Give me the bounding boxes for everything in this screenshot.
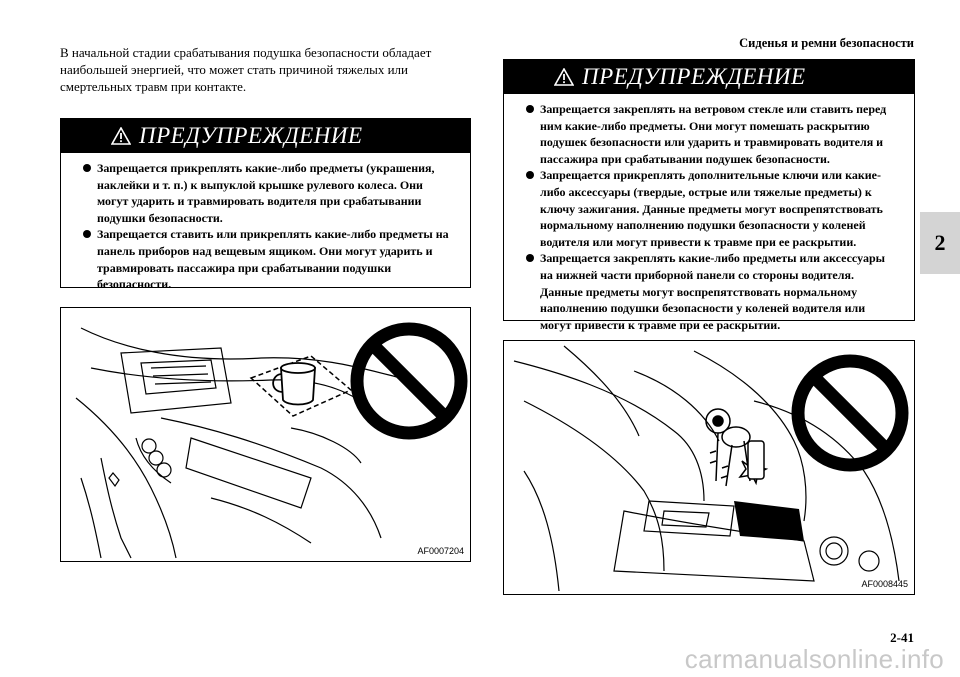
warning-triangle-icon: [554, 68, 574, 86]
bullet-icon: [526, 254, 534, 262]
figure-ignition-keys: [503, 340, 915, 595]
warning-box-right: [503, 59, 915, 332]
warning-item: Запрещается закреплять на ветровом стекле или ставить перед ним какие-либо предметы. Они могут помешать раскрытию подушек безопасности или ударить и травмировать водителя и пассажира при срабатывании подушек безопасности.: [526, 101, 898, 167]
bullet-icon: [526, 105, 534, 113]
bullet-icon: [526, 171, 534, 179]
keys-icon: [706, 409, 766, 486]
warning-list: [61, 153, 470, 299]
warning-header: [504, 60, 914, 94]
prohibition-sign-icon: [798, 361, 902, 465]
section-title: Сиденья и ремни безопасности: [739, 36, 914, 50]
warning-item: Запрещается прикреплять какие-либо предметы (украшения, наклейки и т. п.) к выпуклой крышке рулевого колеса. Они могут ударить и травмировать водителя при срабатывании подушки безопасности.: [83, 160, 454, 226]
bullet-icon: [83, 164, 91, 172]
warning-title: ПРЕДУПРЕЖДЕНИЕ: [582, 64, 806, 89]
cup-icon: [273, 363, 315, 405]
figure-dashboard-cup: [60, 307, 471, 562]
watermark: carmanualsonline.info: [684, 644, 944, 674]
warning-box-left: [60, 118, 471, 292]
page-number: 2-41: [890, 630, 914, 645]
warning-item: Запрещается прикреплять дополнительные ключи или какие-либо аксессуары (твердые, острые или тяжелые предметы) к ключу зажигания. Данные предметы могут воспрепятствовать нормальному наполнению подушки безопасности у коленей водителя или могут привести к травме при ее раскрытии.: [526, 167, 898, 250]
warning-header: [61, 119, 470, 153]
warning-triangle-icon: [111, 127, 131, 145]
prohibition-sign-icon: [357, 329, 461, 433]
warning-item: Запрещается ставить или прикреплять какие-либо предметы на панель приборов над вещевым ящиком. Они могут ударить и травмировать пассажира при срабатывании подушки безопасности.: [83, 226, 454, 292]
dashboard-illustration: [61, 308, 470, 561]
ignition-illustration: [504, 341, 914, 594]
intro-paragraph: В начальной стадии срабатывания подушка безопасности обладает наибольшей энергией, что может стать причиной тяжелых или смертельных травм при контакте.: [60, 45, 432, 94]
chapter-tab: 2: [920, 212, 960, 274]
figure-code: AF0007204: [417, 546, 464, 556]
warning-item: Запрещается закреплять какие-либо предметы или аксессуары на нижней части приборной панели со стороны водителя. Данные предметы могут воспрепятствовать нормальному наполнению подушки безопасности у коленей водителя или могут привести к травме при ее раскрытии.: [526, 250, 898, 333]
bullet-icon: [83, 230, 91, 238]
figure-code: AF0008445: [861, 579, 908, 589]
warning-list: [504, 94, 914, 339]
warning-title: ПРЕДУПРЕЖДЕНИЕ: [139, 123, 363, 148]
